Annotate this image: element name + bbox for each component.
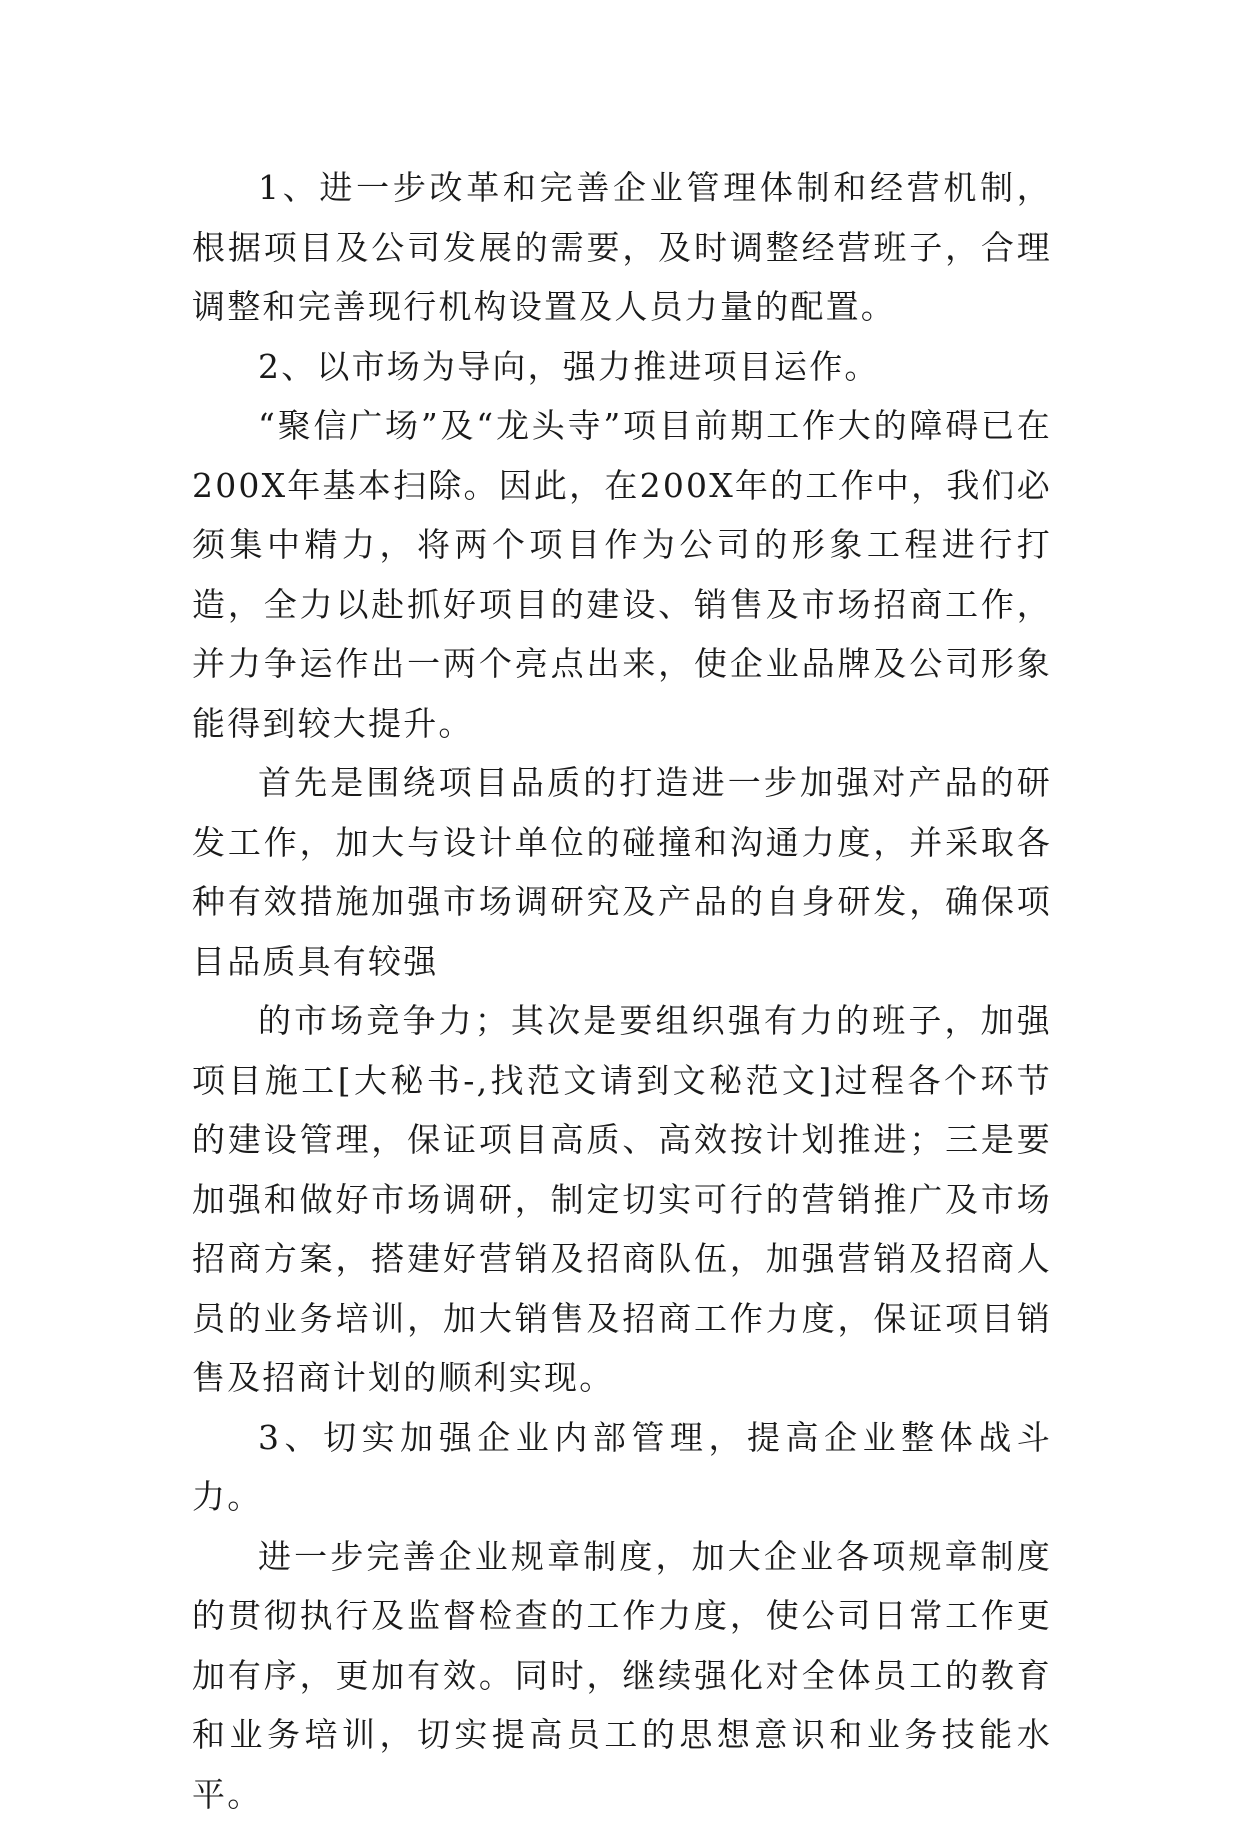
paragraph-1: 1、进一步改革和完善企业管理体制和经营机制，根据项目及公司发展的需要，及时调整经营班子，合理调整和完善现行机构设置及人员力量的配置。 xyxy=(192,158,1052,337)
paragraph-7: 进一步完善企业规章制度，加大企业各项规章制度的贯彻执行及监督检查的工作力度，使公司日常工作更加有序，更加有效。同时，继续强化对全体员工的教育和业务培训，切实提高员工的思想意识和业务技能水平。 xyxy=(192,1527,1052,1824)
paragraph-5: 的市场竞争力；其次是要组织强有力的班子，加强项目施工[大秘书-,找范文请到文秘范文]过程各个环节的建设管理，保证项目高质、高效按计划推进；三是要加强和做好市场调研，制定切实可行的营销推广及市场招商方案，搭建好营销及招商队伍，加强营销及招商人员的业务培训，加大销售及招商工作力度，保证项目销售及招商计划的顺利实现。 xyxy=(192,991,1052,1408)
paragraph-2: 2、以市场为导向，强力推进项目运作。 xyxy=(192,337,1052,397)
document-body xyxy=(192,158,1052,1824)
paragraph-3: “聚信广场”及“龙头寺”项目前期工作大的障碍已在200X年基本扫除。因此，在200X年的工作中，我们必须集中精力，将两个项目作为公司的形象工程进行打造，全力以赴抓好项目的建设、销售及市场招商工作，并力争运作出一两个亮点出来，使企业品牌及公司形象能得到较大提升。 xyxy=(192,396,1052,753)
paragraph-4: 首先是围绕项目品质的打造进一步加强对产品的研发工作，加大与设计单位的碰撞和沟通力度，并采取各种有效措施加强市场调研究及产品的自身研发，确保项目品质具有较强 xyxy=(192,753,1052,991)
paragraph-6: 3、切实加强企业内部管理，提高企业整体战斗力。 xyxy=(192,1408,1052,1527)
